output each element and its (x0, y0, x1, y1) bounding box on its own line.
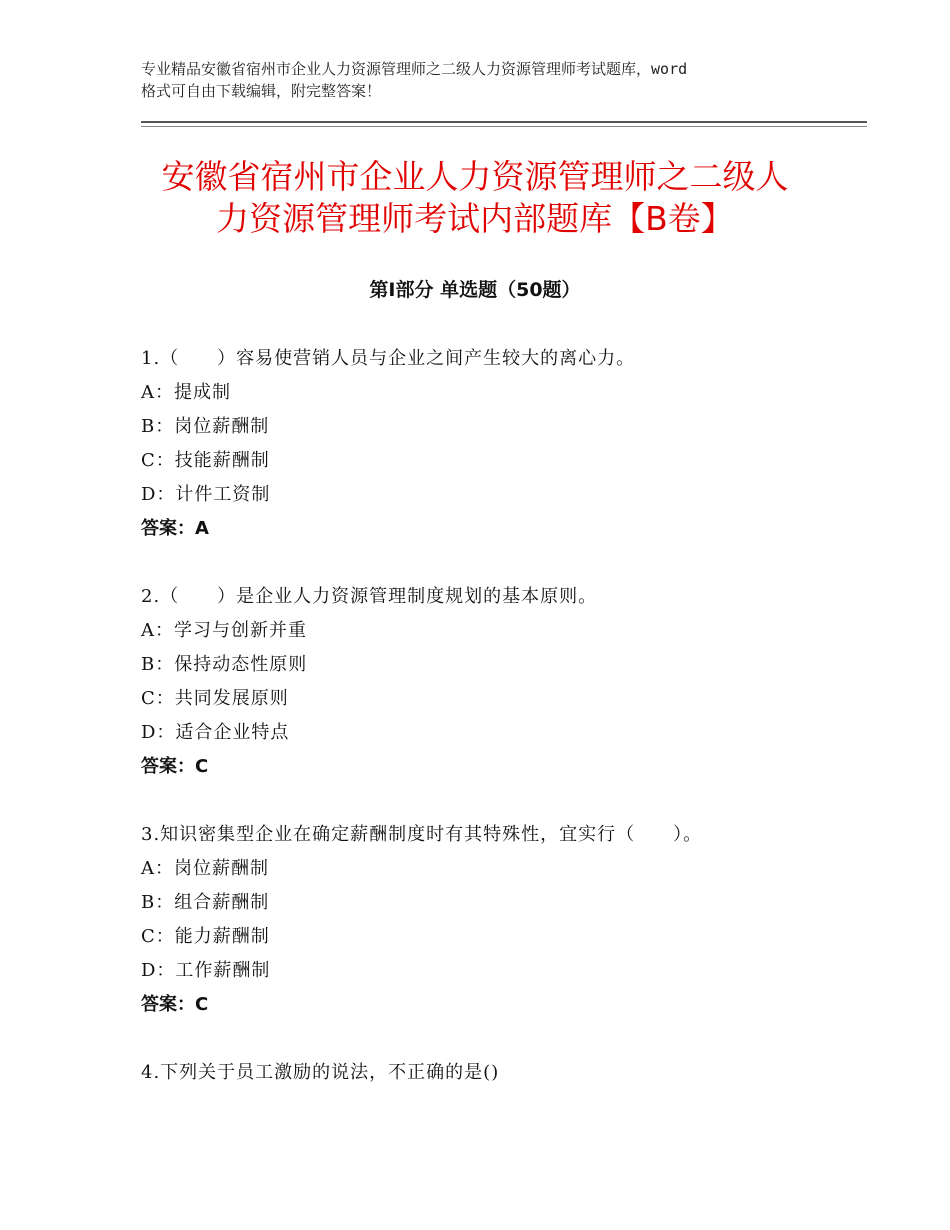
question-stem: 3.知识密集型企业在确定薪酬制度时有其特殊性，宜实行（ ）。 (141, 824, 703, 845)
option-b: B：岗位薪酬制 (141, 416, 270, 437)
header-note (141, 58, 841, 102)
question-stem: 2.（ ）是企业人力资源管理制度规划的基本原则。 (141, 586, 598, 607)
option-d: D：适合企业特点 (141, 722, 290, 743)
option-c: C：共同发展原则 (141, 688, 289, 709)
option-a: A：学习与创新并重 (141, 620, 307, 641)
answer: 答案：C (141, 756, 209, 777)
option-b: B：保持动态性原则 (141, 654, 308, 675)
section-heading: 第Ⅰ部分 单选题（50题） (369, 279, 581, 301)
header-divider-thick (141, 121, 867, 123)
option-c: C：能力薪酬制 (141, 926, 270, 947)
document-title (120, 156, 830, 240)
question-2 (141, 580, 841, 784)
answer: 答案：A (141, 518, 209, 539)
option-a: A：岗位薪酬制 (141, 858, 269, 879)
option-b: B：组合薪酬制 (141, 892, 270, 913)
question-1 (141, 342, 841, 546)
question-list (141, 342, 841, 1124)
question-4 (141, 1056, 841, 1090)
answer: 答案：C (141, 994, 209, 1015)
question-3 (141, 818, 841, 1022)
header-note-line-1: 专业精品安徽省宿州市企业人力资源管理师之二级人力资源管理师考试题库，word (141, 60, 688, 78)
header-note-line-2: 格式可自由下载编辑，附完整答案！ (141, 82, 382, 100)
option-d: D：工作薪酬制 (141, 960, 271, 981)
document-title-line-1: 安徽省宿州市企业人力资源管理师之二级人 (161, 157, 789, 196)
question-stem: 1.（ ）容易使营销人员与企业之间产生较大的离心力。 (141, 348, 636, 369)
option-c: C：技能薪酬制 (141, 450, 270, 471)
option-a: A：提成制 (141, 382, 231, 403)
option-d: D：计件工资制 (141, 484, 271, 505)
question-stem: 4.下列关于员工激励的说法，不正确的是() (141, 1062, 500, 1083)
document-title-line-2: 力资源管理师考试内部题库【B卷】 (216, 199, 734, 238)
header-divider-thin (141, 126, 867, 127)
